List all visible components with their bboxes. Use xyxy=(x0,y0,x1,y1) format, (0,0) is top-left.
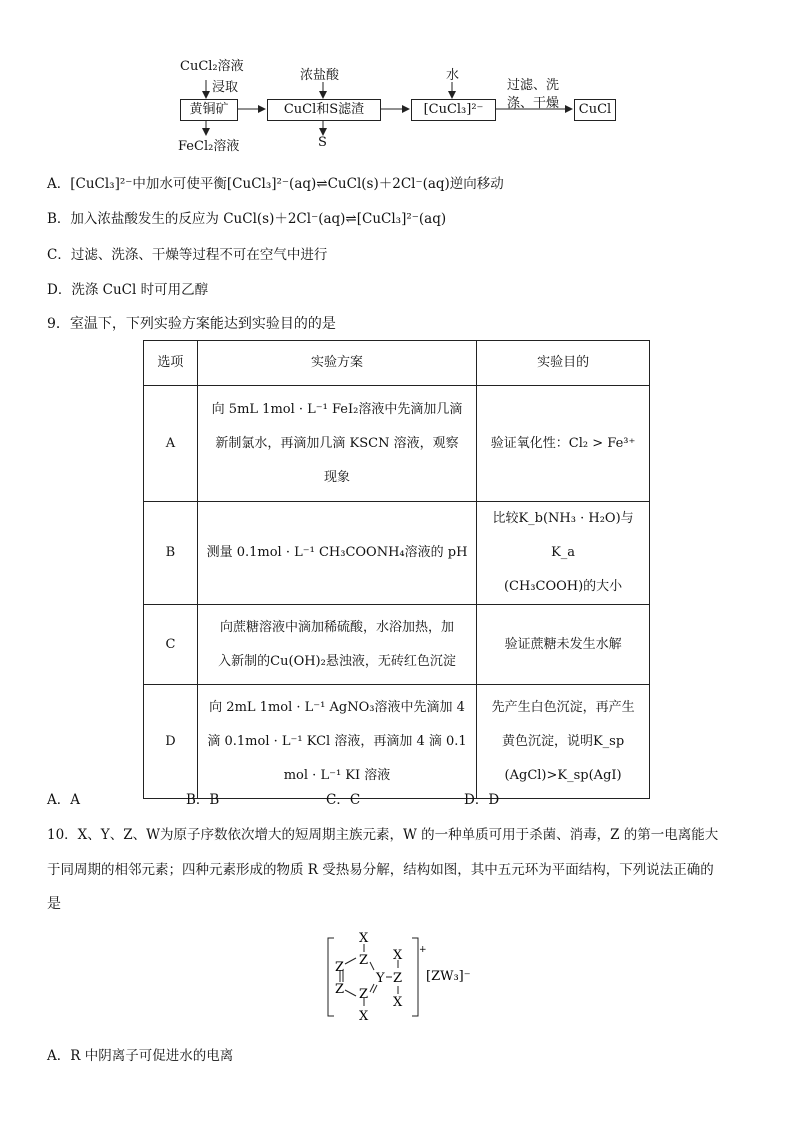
q9-answer-d: D．D xyxy=(464,792,500,808)
plan-line: 向蔗糖溶液中滴加稀硫酸，水浴加热，加 xyxy=(220,619,455,635)
row-goal xyxy=(477,685,650,799)
goal-line: 先产生白色沉淀，再产生 xyxy=(491,699,635,715)
atom-z-bottom: Z xyxy=(359,987,369,1002)
q9-answer-a: A．A xyxy=(47,792,80,808)
q8-option-a: A．[CuCl₃]²⁻中加水可使平衡[CuCl₃]²⁻(aq)⇌CuCl(s)＋2Cl⁻(aq)逆向移动 xyxy=(47,176,504,192)
plan-line: 向 5mL 1mol · L⁻¹ FeI₂溶液中先滴加几滴 xyxy=(211,401,463,417)
atom-x-top: X xyxy=(359,931,369,946)
flow-reagent-water: 水 xyxy=(446,68,460,83)
q8-option-d: D．洗涤 CuCl 时可用乙醇 xyxy=(47,282,209,298)
plan-line: 现象 xyxy=(324,469,351,485)
table-row xyxy=(144,386,650,502)
row-option: C xyxy=(144,605,198,685)
q9-answer-b: B．B xyxy=(186,792,220,808)
anion-formula: [ZW₃]⁻ xyxy=(426,969,471,984)
flow-byproduct-fecl2: FeCl₂溶液 xyxy=(178,139,240,154)
atom-z-right: Z xyxy=(393,971,403,986)
goal-line: (AgCl)>K_sp(AgI) xyxy=(504,767,622,783)
row-plan xyxy=(197,386,476,502)
header-plan: 实验方案 xyxy=(197,341,476,386)
row-plan xyxy=(197,502,476,605)
plan-line: 入新制的Cu(OH)₂悬浊液，无砖红色沉淀 xyxy=(218,653,456,669)
plan-line: 测量 0.1mol · L⁻¹ CH₃COONH₄溶液的 pH xyxy=(206,545,468,560)
q9-answer-c: C．C xyxy=(326,792,361,808)
cation-charge: + xyxy=(419,945,427,955)
flow-byproduct-s: S xyxy=(318,135,327,150)
q10-stem-line2: 于同周期的相邻元素；四种元素形成的物质 R 受热易分解，结构如图，其中五元环为平面结构，下列说法正确的 xyxy=(47,862,714,878)
table-row xyxy=(144,502,650,605)
flow-box-cucl3: [CuCl₃]²⁻ xyxy=(411,99,496,121)
atom-x-right-top: X xyxy=(393,948,403,963)
atom-z-left-top: Z xyxy=(335,960,345,975)
plan-line: 向 2mL 1mol · L⁻¹ AgNO₃溶液中先滴加 4 xyxy=(209,699,465,715)
table-header-row xyxy=(144,341,650,386)
q10-stem-line1: 10．X、Y、Z、W为原子序数依次增大的短周期主族元素，W 的一种单质可用于杀菌、消毒，Z 的第一电离能大 xyxy=(47,827,719,843)
plan-line: mol · L⁻¹ KI 溶液 xyxy=(283,767,391,783)
flow-box-chalcopyrite: 黄铜矿 xyxy=(180,99,238,121)
row-option: B xyxy=(144,502,198,605)
row-goal xyxy=(477,386,650,502)
row-plan xyxy=(197,685,476,799)
row-option: D xyxy=(144,685,198,799)
flow-step-leach: 浸取 xyxy=(212,80,239,95)
goal-line: 黄色沉淀，说明K_sp xyxy=(501,733,625,749)
q10-stem-line3: 是 xyxy=(47,896,61,912)
q8-option-b: B．加入浓盐酸发生的反应为 CuCl(s)＋2Cl⁻(aq)⇌[CuCl₃]²⁻(aq) xyxy=(47,211,447,227)
atom-y: Y xyxy=(376,971,385,986)
goal-line: (CH₃COOH)的大小 xyxy=(503,579,623,594)
flow-box-cucl: CuCl xyxy=(574,99,616,121)
flow-step-filter-1: 过滤、洗 xyxy=(507,78,560,93)
atom-z-top: Z xyxy=(359,953,369,968)
flow-step-filter-2: 涤、干燥 xyxy=(507,96,560,111)
q8-option-c: C．过滤、洗涤、干燥等过程不可在空气中进行 xyxy=(47,247,328,263)
experiment-table xyxy=(143,340,650,799)
plan-line: 滴 0.1mol · L⁻¹ KCl 溶液，再滴加 4 滴 0.1 xyxy=(207,733,467,749)
row-goal xyxy=(477,605,650,685)
atom-x-right-bottom: X xyxy=(393,995,403,1010)
table-row xyxy=(144,605,650,685)
table-row xyxy=(144,685,650,799)
atom-x-bottom: X xyxy=(359,1009,369,1024)
flow-reagent-cucl2: CuCl₂溶液 xyxy=(180,59,244,74)
row-goal xyxy=(477,502,650,605)
row-plan xyxy=(197,605,476,685)
flow-box-cucl-s: CuCl和S滤渣 xyxy=(267,99,381,121)
plan-line: 新制氯水，再滴加几滴 KSCN 溶液，观察 xyxy=(215,435,459,451)
goal-line: 比较K_b(NH₃ · H₂O)与K_a xyxy=(492,511,634,560)
flow-reagent-hcl: 浓盐酸 xyxy=(300,68,340,83)
goal-line: 验证蔗糖未发生水解 xyxy=(504,636,622,652)
header-goal: 实验目的 xyxy=(477,341,650,386)
q9-stem: 9．室温下，下列实验方案能达到实验目的的是 xyxy=(47,316,336,332)
header-option: 选项 xyxy=(144,341,198,386)
q10-option-a: A．R 中阴离子可促进水的电离 xyxy=(47,1048,234,1064)
atom-z-left-bottom: Z xyxy=(335,982,345,997)
flow-arrows xyxy=(0,0,794,160)
row-option: A xyxy=(144,386,198,502)
goal-line: 验证氧化性：Cl₂ > Fe³⁺ xyxy=(490,435,636,451)
structure-diagram xyxy=(320,928,500,1028)
